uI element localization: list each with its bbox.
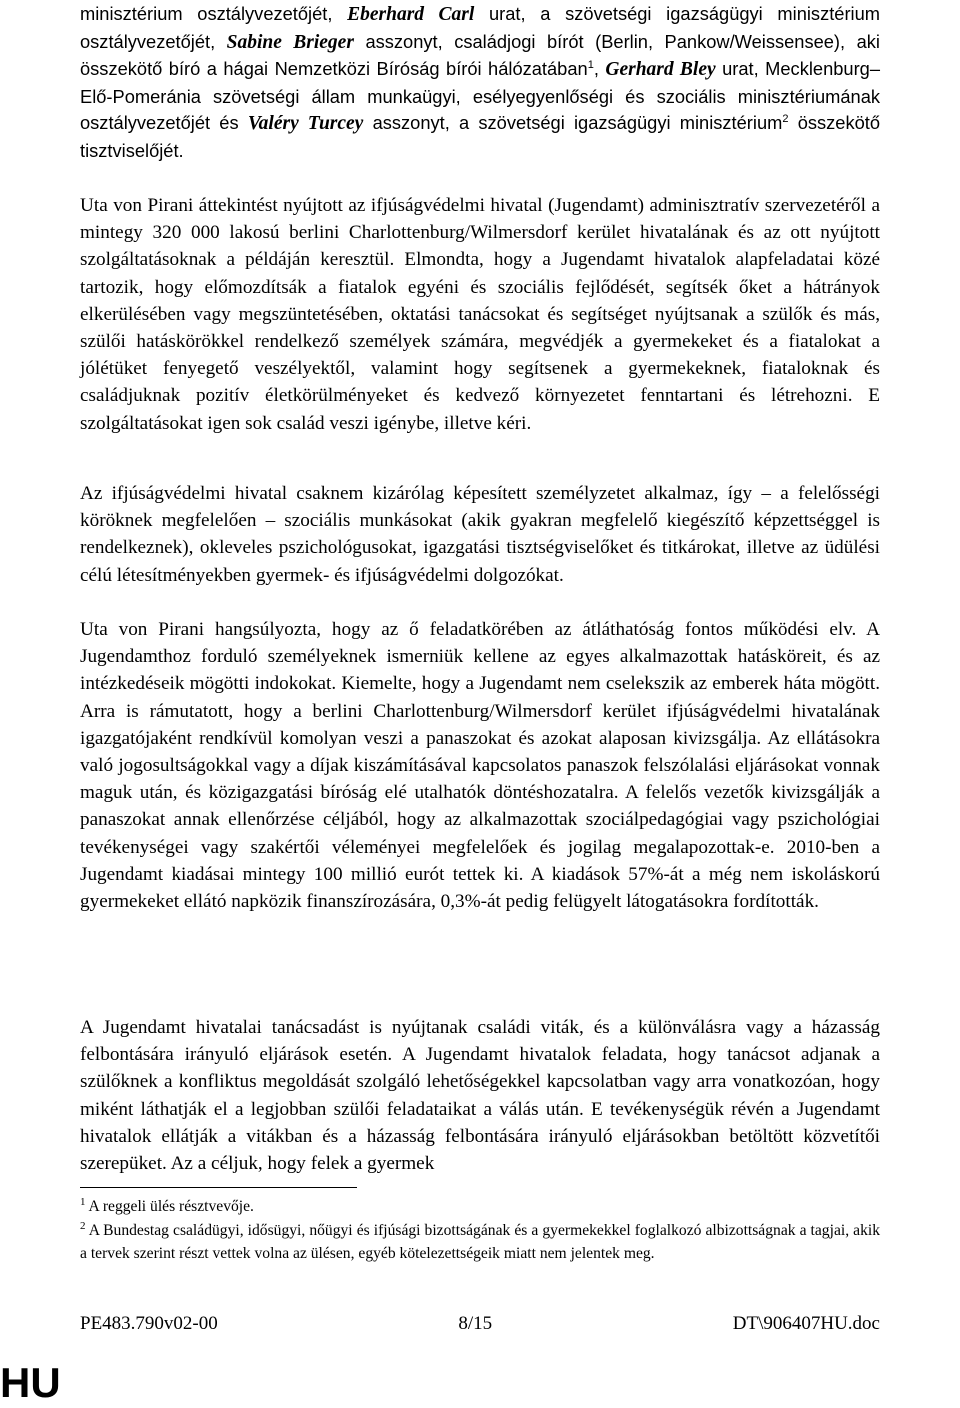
language-code: HU xyxy=(0,1359,61,1406)
footnote-1 xyxy=(80,1196,880,1219)
text-run: összekötő tisztviselőjét. xyxy=(80,112,880,161)
document-reference: PE483.790v02-00 xyxy=(80,1313,218,1334)
footnote-ref: 1 xyxy=(587,58,594,71)
paragraph-transparency: Uta von Pirani hangsúlyozta, hogy az ő feladatkörében az átláthatóság fontos működési elv. A Jugendamthoz forduló személyeknek ismerniük kellene az egyes alkalmazottak hatásköreit, és az intézkedéseik mögötti indokokat. Kiemelte, hogy a Jugendamt nem cselekszik az emberek háta mögött. Arra is rámutatott, hogy a berlini Charlottenburg/Wilmersdorf kerület ifjúságvédelmi hivatalának igazgatójaként rendkívül komolyan veszi a panaszokat és azokat alaposan kivizsgálja. Az ellátásokra való jogosultságokkal vagy a díjak kiszámításával kapcsolatos panaszok felszólalási eljárásokat vonnak maguk után, és közigazgatási bíróság elé utalhatók döntéshozatalra. A felelős vezetők kivizsgálják a panaszokat annak ellenőrzése céljából, hogy az alkalmazottak szociálpedagógiai vagy pszichológiai tevékenységei vagy szakértői véleményei megfelelőek és jogilag megalapozottak-e. 2010-ben a Jugendamt kiadásai mintegy 100 millió eurót tettek ki. A kiadások 57%-át a még nem iskoláskorú gyermekeket ellátó napközik finanszírozására, 0,3%-át pedig felügyelt látogatásokra fordították. xyxy=(80,619,880,913)
footnote-number: 1 xyxy=(80,1195,86,1208)
text-run: urat, Mecklenburg–Elő-Pomeránia szövetségi állam munkaügyi, esélyegyenlőségi és szociális minisztériumának osztályvezetőjét és xyxy=(80,58,880,133)
text-run: urat, a szövetségi igazságügyi minisztérium osztályvezetőjét, xyxy=(80,3,881,52)
paragraph-counselling: A Jugendamt hivatalai tanácsadást is nyújtanak családi viták, és a különválásra vagy a házasság felbontására irányuló eljárások esetén. A Jugendamt hivatalok feladata, hogy tanácsot adjanak a szülőknek a konfliktus megoldását szolgáló lehetőségekkel kapcsolatban vagy arra vonatkozóan, hogy miként láthatják el a legjobban szülői feladataikat a válás után. E tevékenységük révén a Jugendamt hivatalok ellátják a vitákban és a házasság felbontására irányuló eljárásokban betöltött közvetítői szerepüket. Az a céljuk, hogy felek a gyermek xyxy=(80,1017,880,1175)
text-run: asszonyt, családjogi bírót (Berlin, Pankow/Weissensee), aki összekötő bíró a hágai Nemzetközi Bíróság bírói hálózatában xyxy=(80,30,880,79)
paragraph-participants xyxy=(80,1,880,164)
text-run: minisztérium osztályvezetőjét, xyxy=(80,3,348,24)
person-name: Valéry Turcey xyxy=(247,113,364,134)
person-name: Sabine Brieger xyxy=(226,31,354,53)
page-number: 8/15 xyxy=(458,1313,493,1334)
footnote-ref: 2 xyxy=(782,112,789,125)
page-footer xyxy=(80,1313,880,1335)
footnote-separator xyxy=(80,1187,357,1188)
footnote-text: A Bundestag családügyi, idősügyi, nőügyi és ifjúsági bizottságának és a gyermekekkel foglalkozó albizottságnak a tagjai, akik a tervek szerint részt vettek volna az ülésen, egyéb kötelezettségeik miatt nem jelentek meg. xyxy=(80,1222,880,1262)
footnote-text: A reggeli ülés résztvevője. xyxy=(85,1198,254,1215)
footnote-2 xyxy=(80,1220,880,1265)
text-run: , xyxy=(593,58,606,79)
paragraph-jugendamt-overview: Uta von Pirani áttekintést nyújtott az ifjúságvédelmi hivatal (Jugendamt) adminisztratív szervezetéről a mintegy 320 000 lakosú berlini Charlottenburg/Wilmersdorf kerület hivatalának és az ott nyújtott szolgáltatásoknak a példáján keresztül. Elmondta, hogy a Jugendamt hivatalok alapfeladatai közé tartozik, hogy előmozdítsák a fiatalok egyéni és szociális fejlődését, segítsék őket a hátrányok elkerülésében vagy megszüntetésében, oktatási tanácsokat és segítséget nyújtsanak a szülők és más, szülői hatáskörökkel rendelkező személyek számára, megvédjék a gyermekeket és a fiatalokat a jólétüket fenyegető veszélyektől, valamint hogy segítsenek a gyermekeknek, fiataloknak és családjuknak pozitív életkörülményeket és kedvező környezetet fenntartani és létrehozni. E szolgáltatásokat igen sok család veszi igénybe, illetve kéri. xyxy=(80,195,880,434)
person-name: Eberhard Carl xyxy=(347,4,475,25)
paragraph-staff: Az ifjúságvédelmi hivatal csaknem kizárólag képesített személyzetet alkalmaz, így – a felelősségi köröknek megfelelően – szociális munkásokat (akik gyakran megfelelő kiegészítő képzettséggel is rendelkeznek), okleveles pszichológusokat, igazgatási tisztségviselőket és titkárokat, illetve az üdülési célú létesítményekben gyermek- és ifjúságvédelmi dolgozókat. xyxy=(80,483,880,586)
file-name: DT\906407HU.doc xyxy=(732,1313,880,1334)
text-run: asszonyt, a szövetségi igazságügyi minisztérium xyxy=(363,112,783,133)
person-name: Gerhard Bley xyxy=(605,59,716,80)
footnote-number: 2 xyxy=(80,1219,86,1232)
